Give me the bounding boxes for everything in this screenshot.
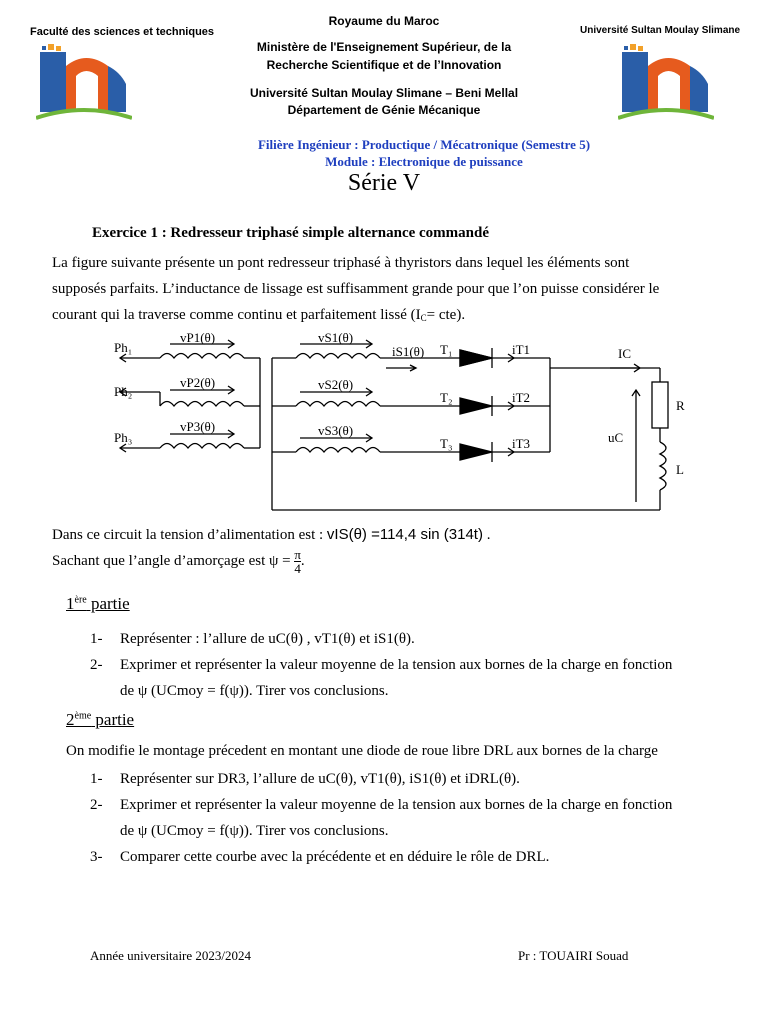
l-label: L [676,462,684,477]
kingdom: Royaume du Maroc [328,14,440,28]
vp1-label: vP1(θ) [180,330,216,345]
t2-label: T₂ [440,390,453,405]
module: Module : Electronique de puissance [325,154,523,169]
department: Département de Génie Mécanique [287,103,481,117]
part2-item-2: 2- Exprimer et représenter la valeur moyenne de la tension aux bornes de la charge en fonction [90,797,673,813]
it3-label: iT3 [512,436,531,451]
part2-intro: On modifie le montage précedent en montant une diode de roue libre DRL aux bornes de la charge [66,743,658,759]
part1-item-2-cont: de ψ (UCmoy = f(ψ)). Tirer vos conclusions. [120,683,389,699]
is1-label: iS1(θ) [392,344,425,359]
rectifier-circuit [100,330,720,515]
t3-label: T₃ [440,436,453,451]
part1-heading: 1ère partie [66,594,130,613]
part1-item-1: 1- Représenter : l’allure de uC(θ) , vT1(θ) et iS1(θ). [90,631,415,647]
part2-item-2-cont: de ψ (UCmoy = f(ψ)). Tirer vos conclusions. [120,823,389,839]
faculty-logo [36,44,132,122]
part2-list [90,766,750,870]
uc-label: uC [608,430,624,445]
vp2-label: vP2(θ) [180,375,216,390]
intro-line-3: courant qui la traverse comme continu et parfaitement lissé $(I_C= cte)$. [52,307,466,323]
ph3-label: Ph₃ [114,430,133,445]
ph2-label: Ph₂ [114,384,133,399]
ic-label: IC [618,346,631,361]
part2-item-1: 1- Représenter sur DR3, l’allure de uC(θ), vT1(θ), iS1(θ) et iDRL(θ). [90,771,520,787]
intro-line-2: supposés parfaits. L’inductance de lissage est suffisamment grande pour que l’on puisse considérer le [52,281,660,297]
academic-year: Année universitaire 2023/2024 [90,948,252,963]
university-name-right: Université Sultan Moulay Slimane [580,25,741,36]
part2-heading: 2ème partie [66,710,135,729]
university-center: Université Sultan Moulay Slimane – Beni Mellal [249,86,519,100]
vs2-label: vS2(θ) [318,377,354,392]
ministry-line2: Recherche Scientifique et de l’Innovation [266,58,502,72]
part2-item-3: 3- Comparer cette courbe avec la précédente et en déduire le rôle de DRL. [90,849,550,865]
part1-list [90,626,750,704]
vs1-label: vS1(θ) [318,330,354,345]
ministry-line1: Ministère de l'Enseignement Supérieur, de la [256,40,512,54]
faculty-name: Faculté des sciences et techniques [30,26,215,38]
part1-item-2: 2- Exprimer et représenter la valeur moyenne de la tension aux bornes de la charge en fonction [90,657,673,673]
vp3-label: vP3(θ) [180,419,216,434]
angle-line: Sachant que l’angle d’amorçage est ψ = $\frac{\pi}{4}$ . [52,547,305,577]
ph1-label: Ph₁ [114,340,133,355]
r-label: R [676,398,685,413]
vs3-label: vS3(θ) [318,423,354,438]
exercise-intro [52,250,752,331]
serie-title: Série V [347,170,421,196]
filiere: Filière Ingénieur : Productique / Mécatronique (Semestre 5) [257,137,591,152]
pi-over-4-fraction: $\frac{\pi}{4}$ [294,547,301,577]
professor-name: Pr : TOUAIRI Souad [518,948,629,963]
exercise-title: Exercice 1 : Redresseur triphasé simple alternance commandé [92,225,490,241]
supply-line: Dans ce circuit la tension d’alimentation est : vIS(θ) =114,4 sin (314t) . [52,526,491,543]
intro-line-1: La figure suivante présente un pont redresseur triphasé à thyristors dans lequel les éléments sont [52,255,630,271]
it2-label: iT2 [512,390,531,405]
it1-label: iT1 [512,342,531,357]
university-logo [618,44,714,122]
t1-label: T₁ [440,342,453,357]
